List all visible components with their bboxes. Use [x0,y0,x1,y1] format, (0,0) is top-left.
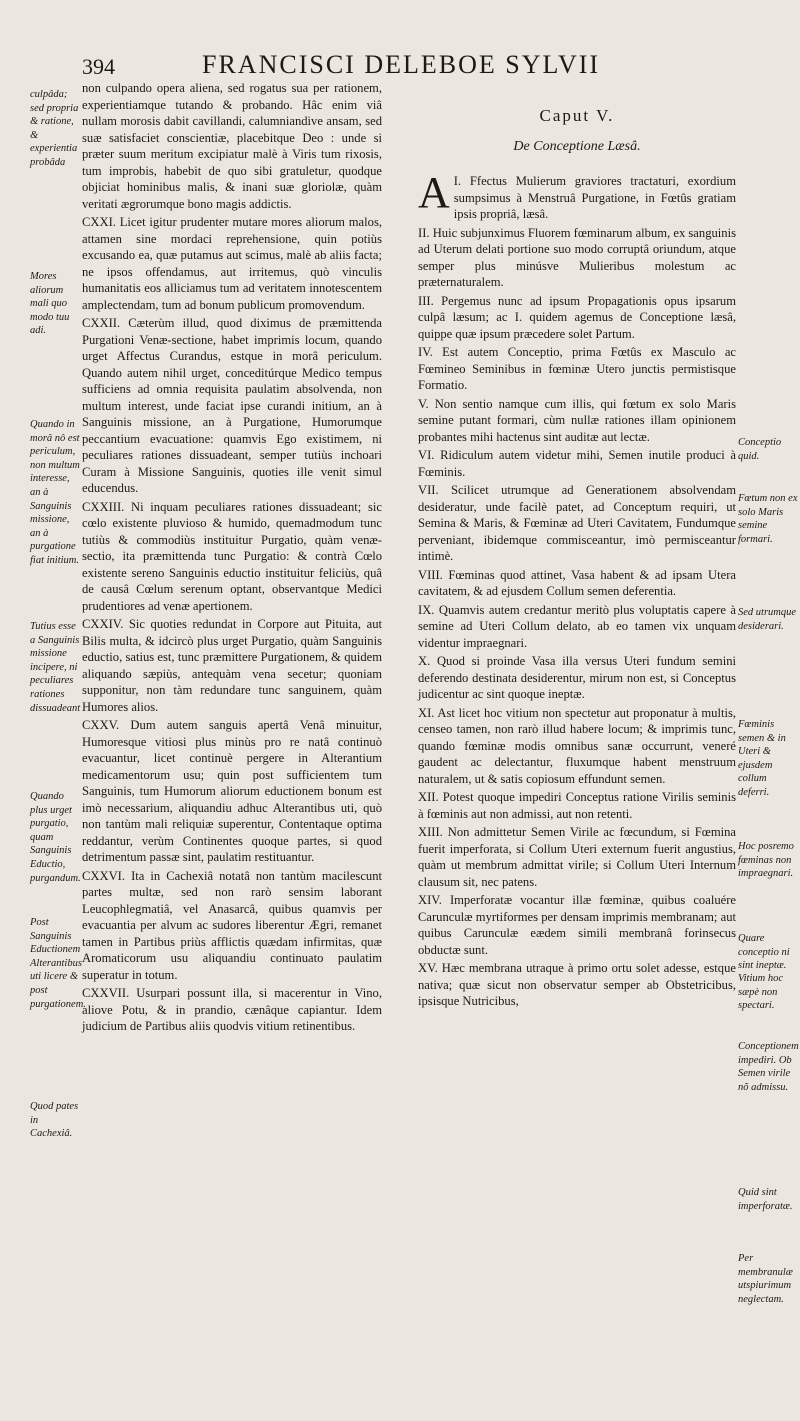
margin-note: Tutius esse a Sanguinis missione incipere, ni peculiares rationes dissuadeant [30,621,81,714]
paragraph-cxxii: CXXII. Cæterùm illud, quod diximus de præmittenda Purgationi Venæ-sectione, habet imprimis locum, quando urget Affectus Curandus, estque in morâ periculum. Quando autem nihil urget, conceditúrque Medico tempus sufficiens ad omnia requisita paulatim absolvenda, non multum interest, unde faciat ipse curandi initium, an à Sanguinis missione, an à Purgatione, Humorumque peccantium evacuatione: quamvis Ego existimem, ni peculiares rationes dissuadeant, semper tutiùs inchoari Curam à Missione Sanguinis, quoties ille venit simul educendus. [82,316,382,495]
paragraph-xii: XII. Potest quoque impediri Conceptus ratione Virilis seminis à fœminis aut non admissi, aut non retenti. [418,790,736,821]
paragraph-viii: VIII. Fœminas quod attinet, Vasa habent & ad ipsam Utera cavitatem, & ad ejusdem Collum semen deferentia. [418,567,736,598]
margin-note: Quod pates in Cachexiâ. [30,1101,79,1140]
margin-note: Hoc posremo fœminas non impraegnari. [738,841,794,880]
paragraph-cxxvi: CXXVI. Ita in Cachexiâ notatâ non tantùm macilescunt partes multæ, sed non rarò sensim laborant Leucophlegmatiâ, vel Anasarcâ, quibus quamvis per evacuantia per alvum ac sudores liberentur Ægri, remanet tamen in Partibus priùs afflictis quædam infirmitas, quæ Aromaticorum usu aliquandiu continuato paulatim superatur in totum. [82,868,382,982]
chapter-subtitle: De Conceptione Læsâ. [513,138,641,154]
chapter-heading: Caput V. [539,106,615,125]
margin-note: Sed utrumque desiderari. [738,607,797,632]
paragraph-v: V. Non sentio namque cum illis, qui fœtum ex solo Maris semine putant formari, cùm nullæ rationes illam opinionem probantes mihi hactenus sint auditæ aut lectæ. [418,396,736,444]
paragraph-iv: IV. Est autem Conceptio, prima Fœtûs ex Masculo ac Fœmineo Seminibus in fœminæ Utero junctis permistisque Formatio. [418,345,736,392]
paragraph-vi: VI. Ridiculum autem videtur mihi, Semen inutile produci à Fœminis. [418,448,736,479]
margin-note: Fœminis semen & in Uteri & ejusdem collum deferri. [738,719,786,798]
margin-note: Quare conceptio ni sint ineptæ. [738,933,790,972]
margin-note: Conceptionem impediri. Ob Semen virile nõ admissu. [738,1041,799,1093]
paragraph-xv: XV. Hæc membrana utraque à primo ortu solet adesse, estque nativa; quæ sicut non observatur semper ab Obstetricibus, ipsisque Nutricibus, [418,961,736,1008]
drop-cap: A [418,168,450,217]
paragraph-xiii: XIII. Non admittetur Semen Virile ac fœcundum, si Fœmina fuerit imperforata, si Collum Uteri externum fuerit angustius, quàm ut membrum admittat virile; si Collum Uteri Internum clausum sit, nec patens. [418,825,736,889]
paragraph-xi: XI. Ast licet hoc vitium non spectetur aut proponatur à multis, censeo tamen, non rarò illud habere locum; & imprimis tunc, quando fœminæ modis omnibus sanæ occurrunt, veneré gaudent ac delectantur, fluxumque habent menstruum naturalem, ut & satis copiosum effundunt semen. [418,705,736,786]
paragraph: non culpando opera aliena, sed rogatus sua per rationem, experientiamque tutando & probando. Hâc enim viâ nullam morosis dabit cavillandi, calumniandive ansam, sed suæ satisfaciet conscientiæ, placebitque Deo : unde si præter suum meritum excipiatur malè à Viris tum rixosis, tum improbis, habebit de quo sibi gratuletur, quodque objiciat hominibus malis, & inani suæ gloriolæ, quàm veritati ægrorumque bono magis addictis. [82,81,382,211]
paragraph-cxxvii: CXXVII. Usurpari possunt illa, si macerentur in Vino, aliove Potu, & in prandio, cænâque capiantur. Idem judicium de Partibus aliis quodvis vitium retinentibus. [82,986,382,1033]
margin-note: Fœtum non ex solo Maris semine formari. [738,493,798,545]
paragraph-x: X. Quod si proinde Vasa illa versus Uteri fundum semini deferendo destinata desiderentur, mirum non est, si Conceptus judicentur ac sint quoque ineptæ. [418,654,736,701]
paragraph-cxxiv: CXXIV. Sic quoties redundat in Corpore aut Pituita, aut Bilis multa, & idcircò plus urget Purgatio, quàm Sanguinis eductio, satius est, tunc præmittere Purgationem, & quidem aliquando sæpiùs, antequàm vena secetur; quoniam supponitur, non tàm redundare tunc sanguinem, quàm Humores alios. [82,617,382,714]
paragraph-ix: IX. Quamvis autem credantur meritò plus voluptatis capere à semine ad Uteri Collum delato, ab eo tamen vix unquam videntur impraegnari. [418,602,736,650]
paragraph-i [418,168,736,223]
paragraph-cxxiii: CXXIII. Ni inquam peculiares rationes dissuadeant; sic cœlo existente pluvioso & humido, quemadmodum tunc tutiùs & commodiùs instituitur Purgatio, quàm venæ-sectio, ita præmittenda tunc Purgatio: & contrà Cœlo existente sereno Sanguinis eductio instituitur feliciùs, quâ de causâ Cœlum serenum optant, observantque Medici prudentiores ad venæ apertionem. [82,499,382,613]
paragraph-xiv: XIV. Imperforatæ vocantur illæ fœminæ, quibus coaluére Carunculæ myrtiformes per densam imprimis membranam; aut quibus Carunculæ eædem simili membranâ forinsecus obductæ sunt. [418,893,736,957]
margin-note: Conceptio quid. [738,437,782,462]
paragraph-iii: III. Pergemus nunc ad ipsum Propagationis opus ipsarum culpâ læsum; ac I. quidem agemus de Conceptione læsâ, quippe quæ ipsum præcedere solet Partum. [418,293,736,341]
margin-note: Mores aliorum mali quo modo tuu adi. [30,271,70,337]
running-title: FRANCISCI DELEBOE SYLVII [202,50,601,79]
right-text-column [418,108,736,1012]
margin-note: Quando plus urget purgatio, quam Sanguinis Eductio, purgandum. [30,791,81,884]
margin-note: Post Sanguinis Eductionem Alterantibus uti licere & post purgationem. [30,917,86,1010]
paragraph-text: Ffectus Mulierum graviores tractaturi, exordium sumpsimus à Menstruâ Purgatione, in Fœtûs gratiam ipsis propriâ, læsâ. [453,174,736,221]
paragraph-ii: II. Huic subjunximus Fluorem fœminarum album, ex sanguinis ad Uterum delati portione suo modo corruptâ oriundum, atque semper plus minúsve Mulieribus molestum ac præternaturalem. [418,225,736,289]
page-header [82,50,682,84]
page-number: 394 [82,54,115,79]
paragraph-vii: VII. Scilicet utrumque ad Generationem absolvendam desideratur, unde facilè patet, ad Conceptum requiri, ut Semina & Maris, & Fœminæ ad Uteri Cavitatem, Fundumque perveniant, ibidemque commisceantur, imò permisceantur intimè. [418,483,736,563]
margin-note: culpâda; sed propria & ratione, & experientia probâda [30,89,79,168]
margin-note: Vitium hoc sæpè non spectari. [738,973,784,1012]
margin-note: Per membranulæ utspiurimum neglectam. [738,1253,793,1305]
margin-note: Quid sint imperforatæ. [738,1187,793,1212]
paragraph-label: I. [453,174,462,188]
paragraph-cxxi: CXXI. Licet igitur prudenter mutare mores aliorum malos, attamen sine mordaci reprehensione, quin potiùs excusando ea, quæ putamus aut scimus, malè ab aliis facta; ne ipsos offendamus, aut irritemus, quò vinculis humanitatis eos alliciamus tum ad veritatem innotescentem amplectendam, tum ad bonum publicum promovendum. [82,215,382,312]
paragraph-cxxv: CXXV. Dum autem sanguis apertâ Venâ minuitur, Humoresque vitiosi plus minùs pro re natâ continuò evacuantur, licet continuè pergere in Alterantium medicamentorum usu; quin post sufficientem tum Sanguinis, tum Humorum aliorum eductionem bonum est imò necessarium, aliquandiu adhuc Alterantibus uti, quò non tantùm mali reliquiæ superentur, Contentaque optima reddantur, verùm Continentes quoque partes, si quod detrimentum passæ sint, paulatim restituantur. [82,718,382,864]
margin-note: Quando in morâ nô est periculum, non multum interesse, an à Sanguinis missione, an à purgatione fiat initium. [30,419,80,566]
left-text-column [82,80,382,1037]
